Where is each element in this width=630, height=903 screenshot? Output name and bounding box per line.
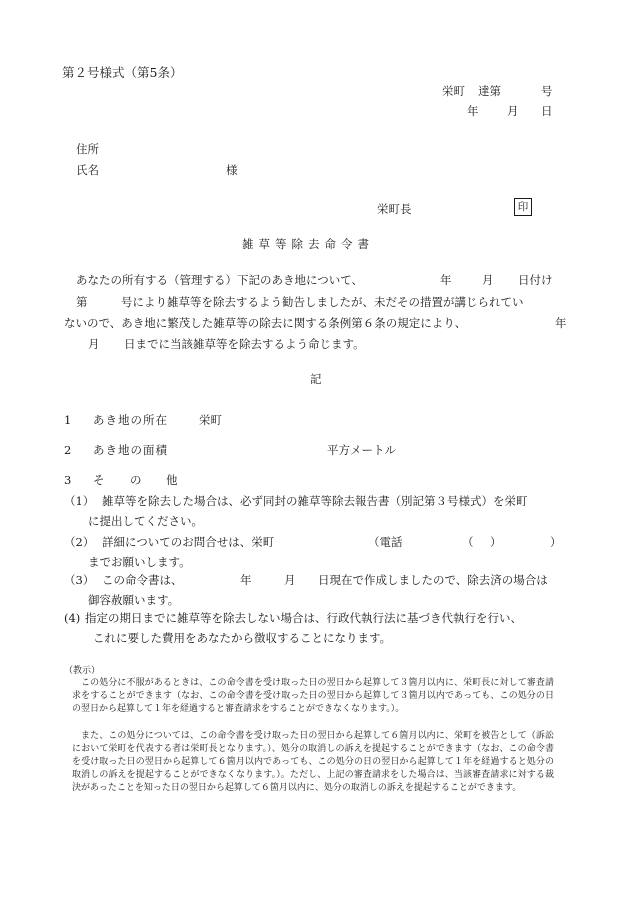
notes-heading: （教示）: [64, 666, 101, 676]
other-3-text: この命令書は、: [102, 573, 183, 587]
other-3-line-2: 御容赦願います。: [88, 593, 180, 607]
other-2-number: （2）: [64, 535, 95, 549]
item-2-number: 2: [64, 443, 72, 457]
item-1-value: 栄町: [199, 413, 222, 427]
other-3-year: 年: [240, 573, 252, 587]
honorific: 様: [226, 163, 238, 177]
body-month-1: 月: [482, 273, 494, 287]
item-3-label-2: の: [130, 473, 142, 487]
item-3-label-1: そ: [93, 473, 105, 487]
other-2-end-paren: ）: [550, 535, 562, 549]
item-3-label-3: 他: [166, 473, 178, 487]
other-2-open-paren: （: [462, 535, 474, 549]
body-year-2: 年: [555, 316, 567, 330]
other-1-line-2: に提出してください。: [88, 514, 203, 528]
doc-number-prefix: 栄町: [442, 84, 465, 98]
document-title: 雑草等除去命令書: [242, 237, 374, 251]
other-2-phone-label: （電話: [368, 535, 403, 549]
ki-heading: 記: [310, 372, 322, 386]
other-4-number: (4): [64, 611, 81, 625]
address-label: 住所: [76, 142, 99, 156]
item-2-label: あき地の面積: [93, 443, 168, 457]
body-month-2: 月: [88, 337, 100, 351]
body-day-1: 日付け: [518, 273, 553, 287]
other-4-line-1: 指定の期日までに雑草等を除去しない場合は、行政代執行法に基づき代執行を行い、: [85, 611, 522, 625]
body-line-2-prefix: 第: [76, 295, 88, 309]
other-2-close-paren: ）: [490, 535, 502, 549]
item-3-number: 3: [64, 473, 72, 487]
form-number: 第２号様式（第5条）: [62, 65, 183, 80]
issuer-title: 栄町長: [377, 202, 412, 216]
date-month: 月: [507, 104, 519, 118]
other-3-month: 月: [284, 573, 296, 587]
body-line-2: 号により雑草等を除去するよう勧告しましたが、未だその措置が講じられてい: [121, 295, 524, 309]
item-2-unit: 平方メートル: [327, 443, 396, 457]
other-4-line-2: これに要した費用をあなたから徴収することになります。: [93, 631, 392, 645]
other-2-text: 詳細についてのお問合せは、栄町: [102, 535, 275, 549]
other-3-number: （3）: [64, 573, 95, 587]
body-line-4: 日までに当該雑草等を除去するよう命じます。: [124, 337, 365, 351]
body-line-3: ないので、あき地に繁茂した雑草等の除去に関する条例第６条の規定により、: [64, 316, 467, 330]
notes-paragraph-1: この処分に不服があるときは、この命令書を受け取った日の翌日から起算して３箇月以内に、栄町長に対して審査請求をすることができます（なお、この命令書を受け取った日の翌日から起算して３箇月以内であっても、この処分の日の翌日から起算して１年を経過すると審査請求をすることができなくなります。）。: [72, 678, 554, 714]
date-year: 年: [467, 104, 479, 118]
body-line-1: あなたの所有する（管理する）下記のあき地について、: [76, 273, 364, 287]
doc-number-mid: 達第: [478, 84, 501, 98]
doc-number-suffix: 号: [541, 84, 553, 98]
date-day: 日: [541, 104, 553, 118]
body-year-1: 年: [440, 273, 452, 287]
other-1-number: （1）: [64, 494, 95, 508]
item-1-label: あき地の所在: [93, 413, 168, 427]
item-1-number: 1: [64, 413, 72, 427]
seal-mark: 印: [514, 198, 532, 216]
other-1-line-1: 雑草等を除去した場合は、必ず同封の雑草等除去報告書（別記第３号様式）を栄町: [102, 494, 528, 508]
notes-paragraph-2: また、この処分については、この命令書を受け取った日の翌日から起算して６箇月以内に、栄町を被告として（訴訟において栄町を代表する者は栄町長となります。）、処分の取消しの訴えを提起することができます（なお、この命令書を受け取った日の翌日から起算して６箇月以内であっても、この処分の日の翌日から起算して１年を経過すると処分の取消しの訴えを提起することができなくなります。）。ただし、上記の審査請求をした場合は、当該審査請求に対する裁決があったことを知った日の翌日から起算して６箇月以内に、処分の取消しの訴えを提起することができます。: [72, 731, 554, 793]
other-2-line-2: までお願いします。: [88, 555, 191, 569]
other-3-text-2: 日現在で作成しましたので、除去済の場合は: [318, 573, 548, 587]
name-label: 氏名: [76, 163, 99, 177]
